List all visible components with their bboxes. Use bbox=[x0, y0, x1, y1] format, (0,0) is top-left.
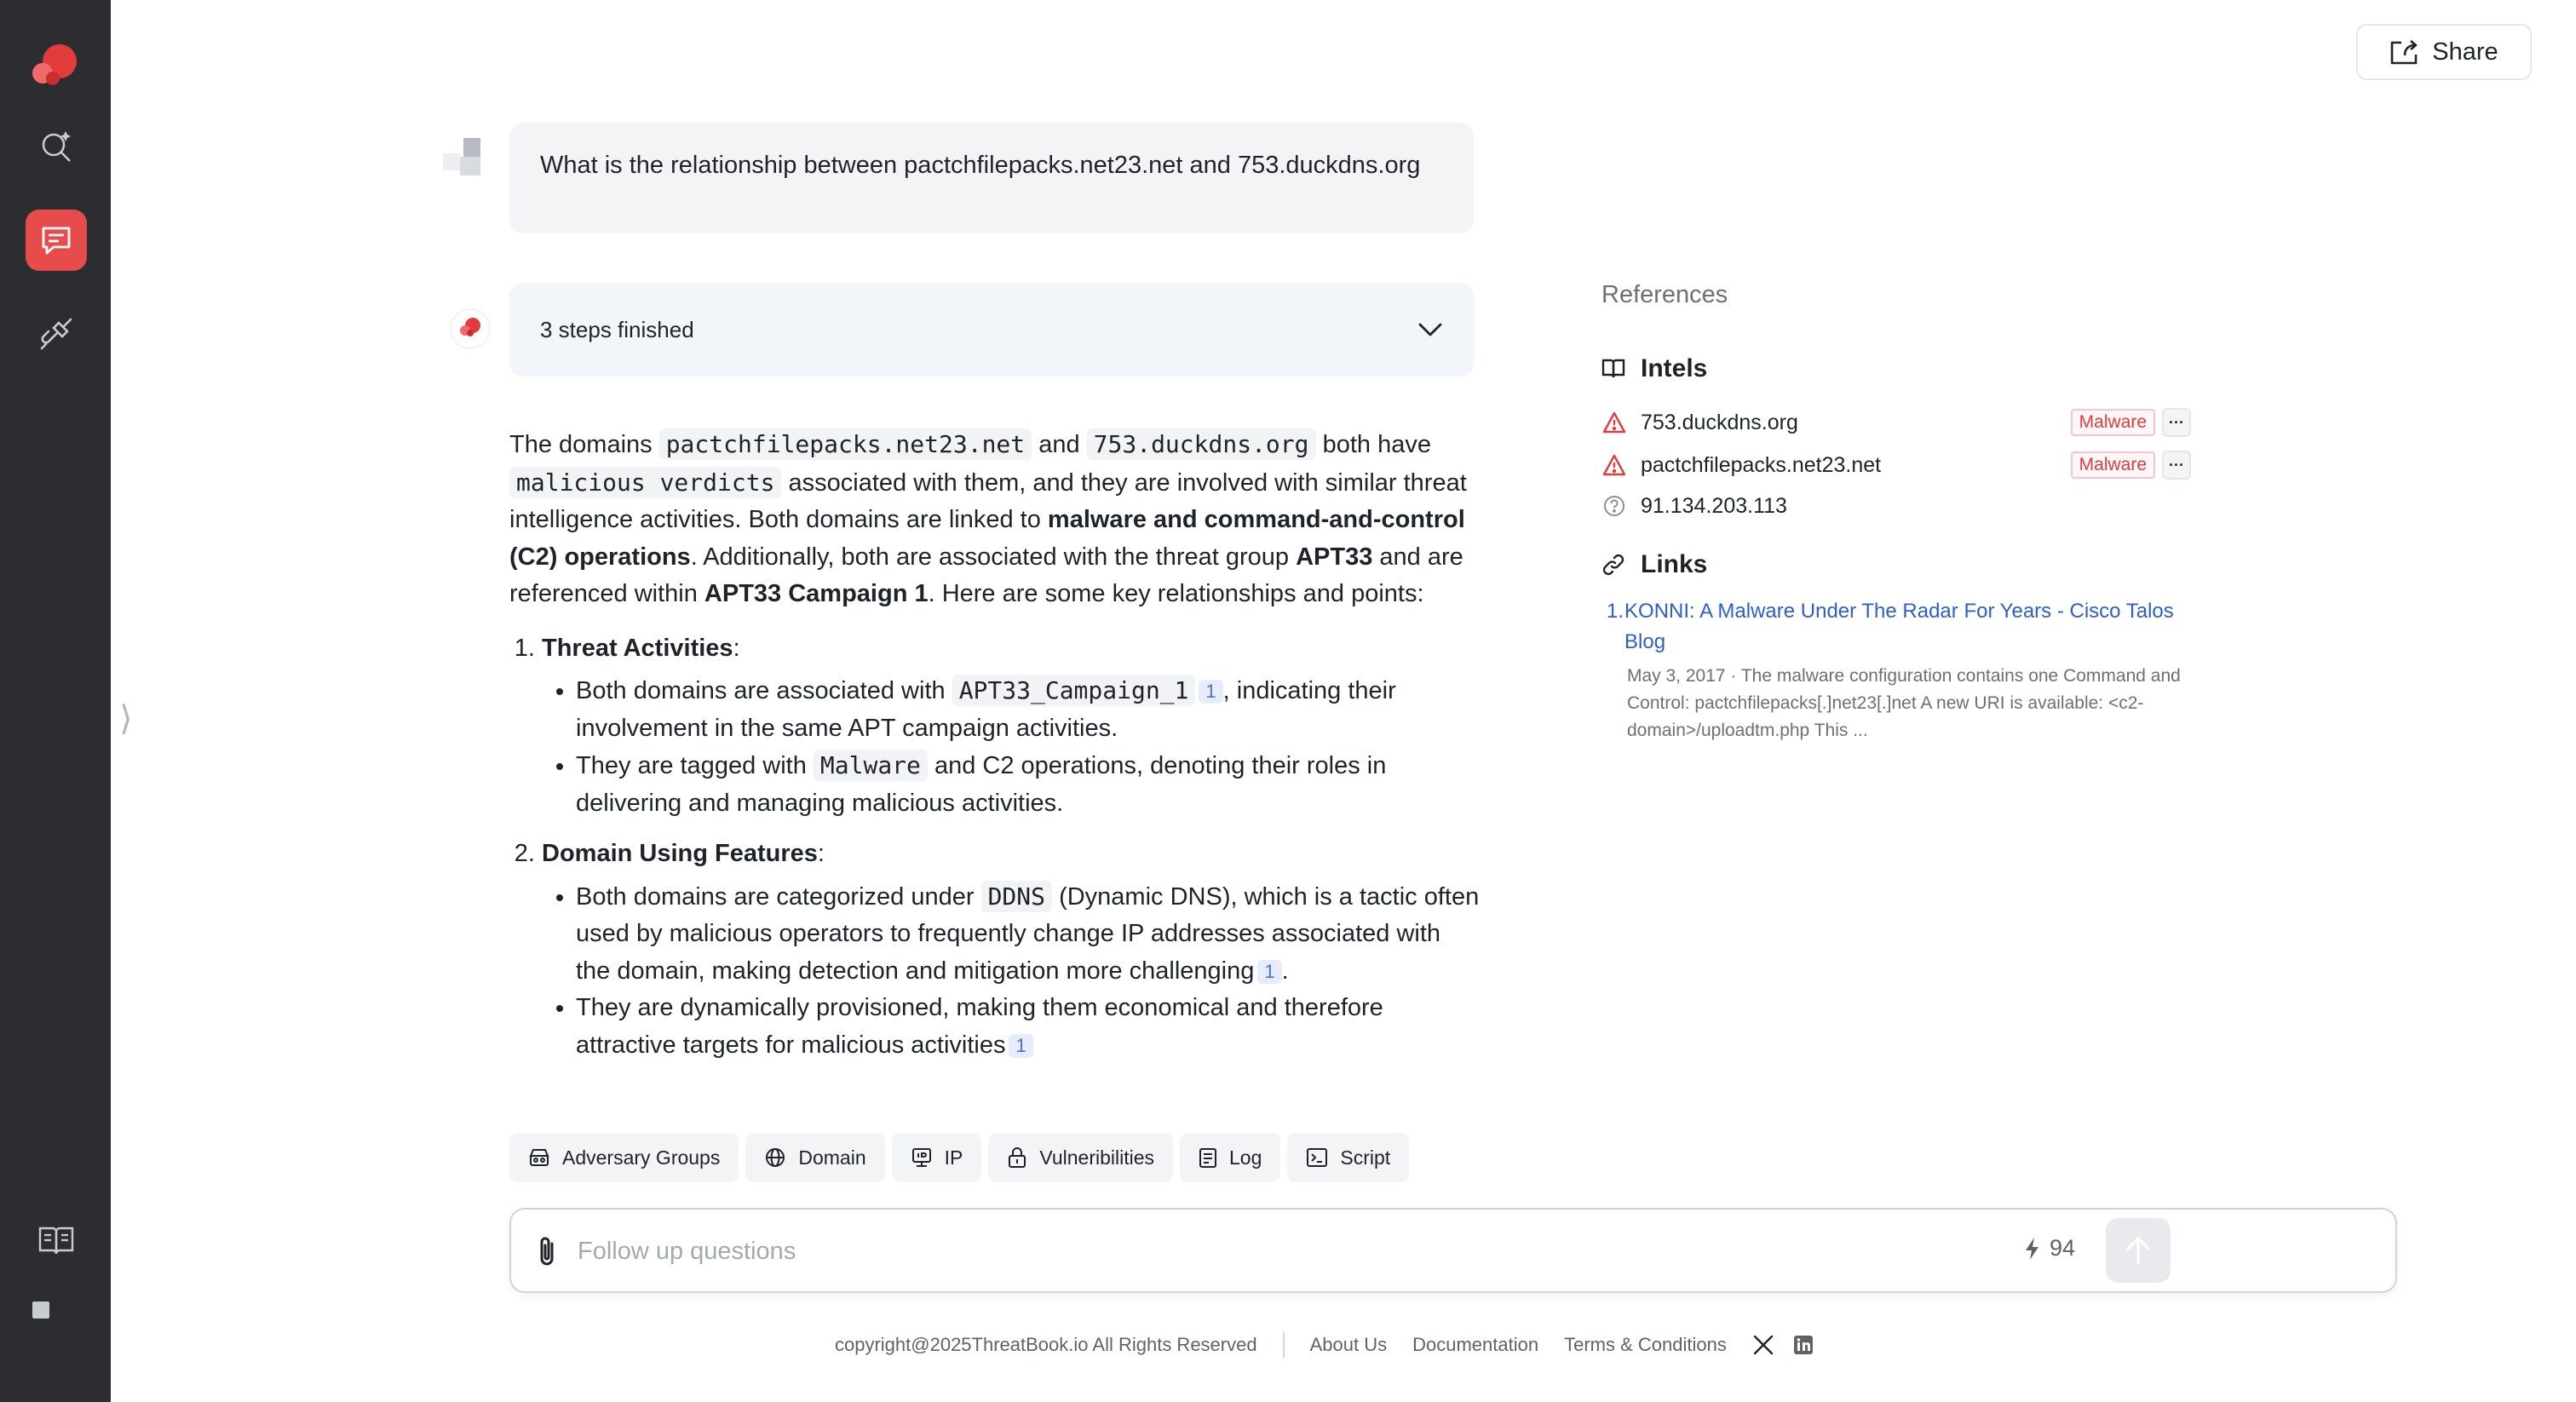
intels-heading: Intels bbox=[1601, 354, 1707, 383]
globe-icon bbox=[764, 1146, 786, 1169]
links-heading: Links bbox=[1601, 550, 1707, 579]
warning-icon bbox=[1602, 454, 1626, 476]
footer-link-terms[interactable]: Terms & Conditions bbox=[1564, 1334, 1727, 1355]
more-options-button[interactable]: ··· bbox=[2162, 408, 2191, 437]
citation-badge[interactable]: 1 bbox=[1199, 680, 1222, 704]
follow-up-input-box bbox=[509, 1208, 2397, 1293]
footer-link-about[interactable]: About Us bbox=[1309, 1334, 1388, 1355]
intel-item[interactable] bbox=[1601, 405, 2191, 440]
assistant-avatar bbox=[451, 310, 489, 348]
follow-up-input[interactable] bbox=[578, 1228, 2026, 1274]
link-snippet: May 3, 2017 · The malware configuration contains one Command and Control: pactchfilepacks[.]net23[.]net A new URI is available: <c2-domain>/uploadtm.php This ... bbox=[1627, 666, 2181, 740]
tool-chips bbox=[509, 1133, 1409, 1182]
book-open-icon bbox=[1601, 358, 1625, 380]
lock-icon bbox=[1007, 1146, 1027, 1169]
user-question-text: What is the relationship between pactchfilepacks.net23.net and 753.duckdns.org bbox=[540, 152, 1421, 179]
sidebar-item-chat[interactable] bbox=[26, 210, 87, 271]
chip-ip[interactable]: IP bbox=[892, 1133, 982, 1182]
code-domain-2: 753.duckdns.org bbox=[1087, 428, 1316, 460]
list-item: • Both domains are categorized under DDNS (Dynamic DNS), which is a tactic often used by malicious operators to frequently change IP addresses associated with the domain, making detection and mitigation more challenging 1 . bbox=[576, 878, 1481, 991]
list-item: • Both domains are associated with APT33_Campaign_1 1 , indicating their involvement in the same APT campaign activities. bbox=[576, 672, 1481, 747]
verdict-badge: Malware bbox=[2071, 409, 2155, 436]
code-ddns: DDNS bbox=[981, 881, 1052, 912]
assistant-answer bbox=[509, 426, 1481, 1121]
code-verdict: malicious verdicts bbox=[509, 467, 781, 498]
steps-label: 3 steps finished bbox=[540, 316, 694, 342]
warning-icon bbox=[1602, 411, 1626, 434]
chip-script[interactable]: Script bbox=[1287, 1133, 1409, 1182]
code-malware: Malware bbox=[814, 750, 928, 781]
plug-icon bbox=[38, 316, 74, 352]
references-title: References bbox=[1601, 281, 1728, 308]
intel-item[interactable] bbox=[1601, 448, 2191, 482]
terminal-icon bbox=[1306, 1147, 1328, 1168]
log-icon bbox=[1199, 1146, 1217, 1169]
sidebar-item-docs[interactable] bbox=[26, 1210, 87, 1271]
assistant-logo-icon bbox=[451, 310, 489, 348]
paperclip-icon[interactable] bbox=[530, 1233, 564, 1271]
footer-divider bbox=[1283, 1332, 1285, 1358]
expand-sidebar-handle[interactable]: ⟩ bbox=[119, 700, 133, 738]
book-icon bbox=[38, 1225, 74, 1255]
linkedin-icon[interactable] bbox=[1793, 1335, 1814, 1355]
lightning-icon bbox=[2024, 1237, 2041, 1261]
steps-accordion[interactable] bbox=[509, 283, 1474, 376]
answer-intro: The domains pactchfilepacks.net23.net and 753.duckdns.org both have malicious verdicts associated with them, and they are involved with similar threat intelligence activities. Both domains are linked to malware and command-and-control (C2) operations. Additionally, both are associated with the threat group APT33 and are referenced within APT33 Campaign 1. Here are some key relationships and points: bbox=[509, 430, 1467, 607]
section-threat-activities: 1. Threat Activities: • Both domains are associated with APT33_Campaign_1 1 , indicating their involvement in the same APT campaign activities. • They are tagged with Malware and C2 operations, denoting their roles in delivering and managing malicious activities. bbox=[542, 630, 1481, 823]
intel-item[interactable] bbox=[1601, 489, 2191, 523]
chat-icon bbox=[39, 223, 73, 257]
share-label: Share bbox=[2432, 37, 2498, 66]
sidebar bbox=[0, 0, 111, 1402]
footer-link-docs[interactable]: Documentation bbox=[1412, 1334, 1539, 1355]
user-question-bubble bbox=[509, 123, 1474, 233]
user-avatar[interactable] bbox=[32, 1301, 49, 1319]
more-options-button[interactable]: ··· bbox=[2162, 451, 2191, 480]
list-item: • They are dynamically provisioned, making them economical and therefore attractive targets for malicious activities 1 bbox=[576, 990, 1481, 1064]
footer bbox=[835, 1332, 1814, 1358]
x-twitter-icon[interactable] bbox=[1752, 1334, 1774, 1356]
section-domain-features: 2. Domain Using Features: • Both domains are categorized under DDNS (Dynamic DNS), which is a tactic often used by malicious operators to frequently change IP addresses associated with the domain, making detection and mitigation more challenging 1 . • They are dynamically provisioned, making them economical and therefore attractive targets for malicious activities 1 bbox=[542, 836, 1481, 1064]
chip-adversary-groups[interactable]: Adversary Groups bbox=[509, 1133, 739, 1182]
chevron-down-icon[interactable] bbox=[1417, 322, 1443, 337]
intel-name: 753.duckdns.org bbox=[1641, 410, 1798, 434]
intel-name: pactchfilepacks.net23.net bbox=[1641, 452, 1882, 477]
ip-icon bbox=[911, 1146, 933, 1169]
verdict-badge: Malware bbox=[2071, 451, 2155, 479]
send-button[interactable] bbox=[2106, 1218, 2171, 1283]
credits-counter: 94 bbox=[2024, 1235, 2075, 1261]
logo-icon[interactable] bbox=[27, 41, 82, 89]
question-circle-icon bbox=[1603, 495, 1625, 517]
chip-vulnerabilities[interactable]: Vulneribilities bbox=[988, 1133, 1173, 1182]
sidebar-item-search[interactable] bbox=[26, 115, 87, 176]
search-sparkle-icon bbox=[39, 129, 73, 163]
reference-link[interactable] bbox=[1607, 596, 2194, 744]
code-campaign: APT33_Campaign_1 bbox=[952, 675, 1196, 706]
adversary-icon bbox=[528, 1147, 550, 1168]
code-domain-1: pactchfilepacks.net23.net bbox=[659, 428, 1032, 460]
link-number: 1. bbox=[1607, 600, 1624, 623]
list-item: • They are tagged with Malware and C2 operations, denoting their roles in delivering and managing malicious activities. bbox=[576, 747, 1481, 822]
chip-domain[interactable]: Domain bbox=[745, 1133, 884, 1182]
arrow-up-icon bbox=[2125, 1235, 2152, 1266]
link-icon bbox=[1601, 553, 1625, 577]
share-button[interactable] bbox=[2356, 24, 2532, 80]
link-title[interactable]: KONNI: A Malware Under The Radar For Years - Cisco Talos Blog bbox=[1624, 600, 2174, 653]
answer-sections bbox=[509, 630, 1481, 1065]
sidebar-item-integrations[interactable] bbox=[26, 303, 87, 365]
copyright-text: copyright@2025ThreatBook.io All Rights Reserved bbox=[835, 1334, 1257, 1355]
share-icon bbox=[2389, 38, 2418, 66]
intel-name: 91.134.203.113 bbox=[1641, 493, 1787, 518]
citation-badge[interactable]: 1 bbox=[1257, 960, 1281, 984]
user-avatar-small bbox=[443, 138, 480, 175]
chip-log[interactable]: Log bbox=[1180, 1133, 1280, 1182]
citation-badge[interactable]: 1 bbox=[1009, 1034, 1032, 1058]
